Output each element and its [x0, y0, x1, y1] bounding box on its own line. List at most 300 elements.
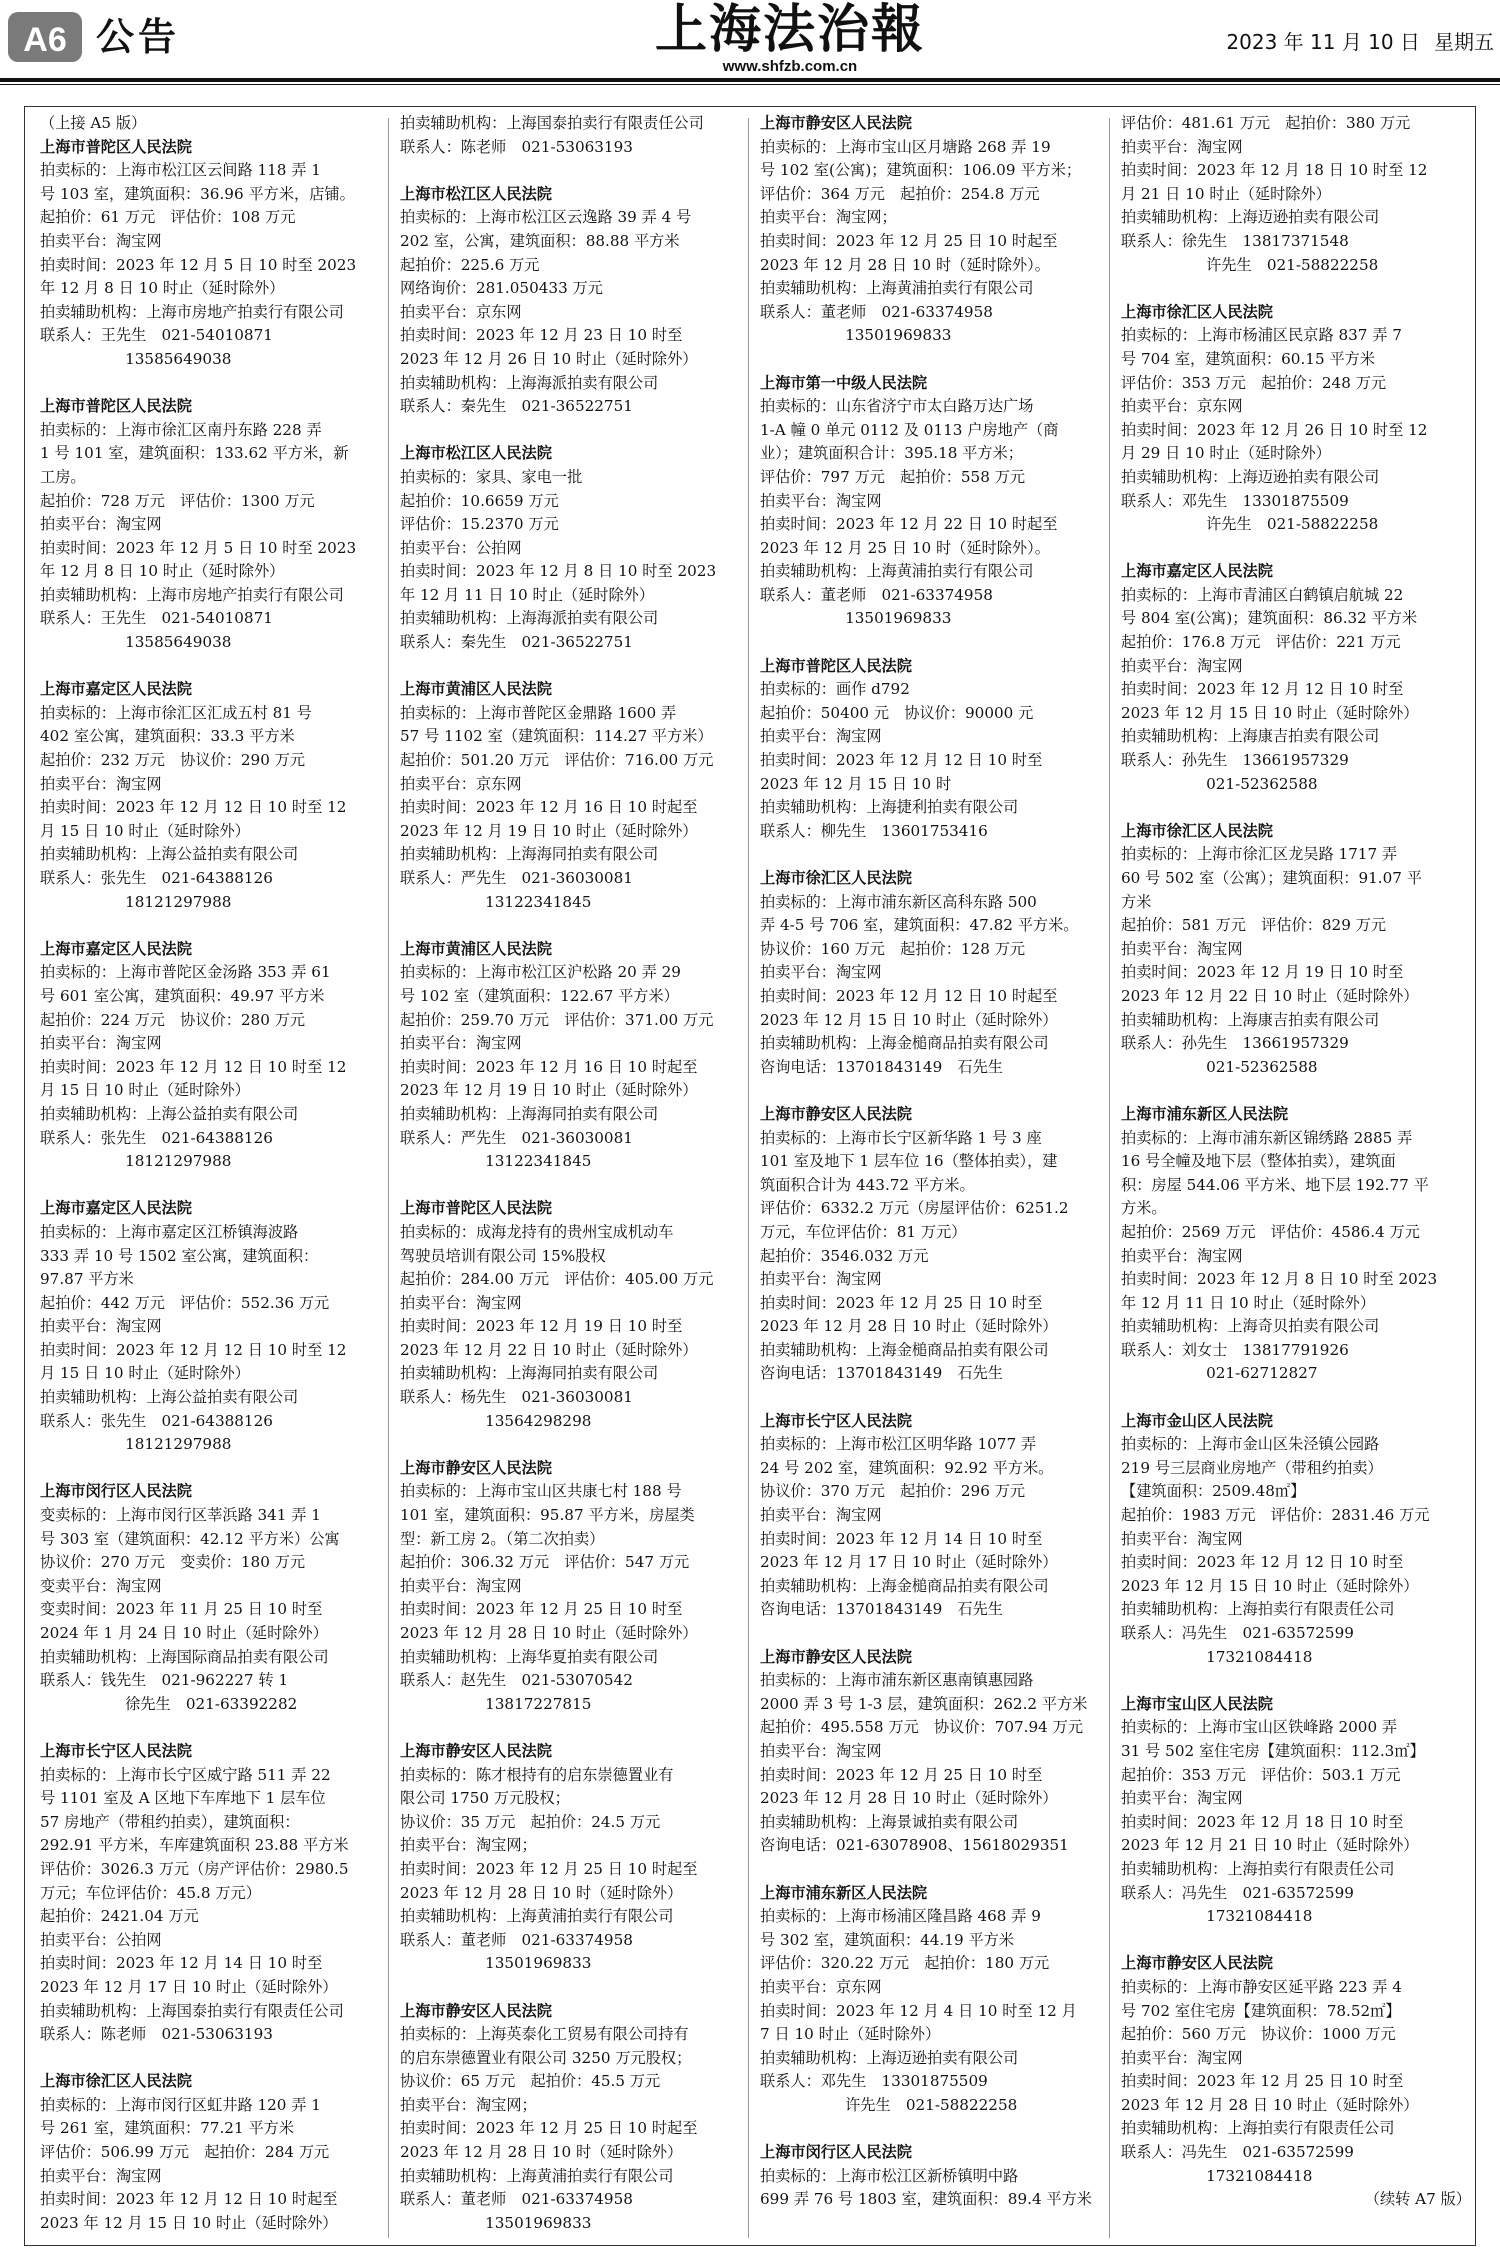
notice-line: 起拍价：284.00 万元 评估价：405.00 万元: [400, 1270, 714, 1289]
spacer: [1121, 1079, 1471, 1103]
notice-line: 联系人：孙先生 13661957329: [1121, 751, 1349, 770]
notice-line: 拍卖平台：淘宝网: [1121, 939, 1243, 958]
court-name: 上海市静安区人民法院: [1121, 1954, 1273, 1973]
notice-line: 219 号三层商业房地产（带租约拍卖）: [1121, 1458, 1383, 1477]
notice-line: 拍卖时间：2023 年 12 月 18 日 10 时至 12: [1121, 161, 1428, 180]
notice-line: 拍卖辅助机构：上海黄浦拍卖行有限公司: [400, 2166, 674, 2185]
notice-line: 起拍价：10.6659 万元: [400, 491, 559, 510]
notice-line: 联系人：严先生 021-36030081: [400, 869, 633, 887]
notice-line: 2024 年 1 月 24 日 10 时止（延时除外）: [40, 1624, 328, 1642]
notice-line: 拍卖平台：京东网: [1121, 397, 1243, 416]
notice-line: 拍卖时间：2023 年 12 月 25 日 10 时至: [760, 1293, 1043, 1312]
notice-line: 拍卖平台：淘宝网: [400, 1293, 522, 1312]
notice-line: 拍卖平台：淘宝网: [1121, 656, 1243, 675]
notice-line: 拍卖辅助机构：上海海派拍卖有限公司: [400, 609, 659, 628]
notice-line: 拍卖平台：淘宝网: [400, 1034, 522, 1053]
notice-line: 联系人：邓先生 13301875509: [760, 2072, 988, 2091]
notice-line: 起拍价：581 万元 评估价：829 万元: [1121, 916, 1387, 935]
notice-line: 起拍价：1983 万元 评估价：2831.46 万元: [1121, 1506, 1430, 1525]
notice-line: 拍卖时间：2023 年 12 月 12 日 10 时至 12: [40, 798, 347, 817]
notice-line: 292.91 平方米，车库建筑面积 23.88 平方米: [40, 1836, 349, 1855]
dateline: [1212, 26, 1494, 55]
court-name: 上海市静安区人民法院: [760, 1647, 912, 1666]
notice-line: 协议价：160 万元 起拍价：128 万元: [760, 939, 1026, 958]
notice-line: 17321084418: [1206, 1907, 1313, 1926]
notice-line: 拍卖辅助机构：上海黄浦拍卖行有限公司: [400, 1907, 674, 1926]
notice-column-1: [40, 112, 390, 2235]
court-name: 上海市徐汇区人民法院: [760, 869, 912, 887]
notice-line: 13501969833: [485, 2213, 592, 2232]
notice-line: 拍卖辅助机构：上海市房地产拍卖行有限公司: [40, 302, 344, 321]
notice-line: 2023 年 12 月 22 日 10 时止（延时除外）: [400, 1340, 698, 1359]
notice-line: 评估价：320.22 万元 起拍价：180 万元: [760, 1954, 1050, 1973]
court-name: 上海市宝山区人民法院: [1121, 1694, 1273, 1713]
notice-line: 联系人：张先生 021-64388126: [40, 869, 273, 887]
notice-line: 拍卖平台：淘宝网: [40, 774, 162, 793]
notice-line: 拍卖时间：2023 年 12 月 25 日 10 时至: [400, 1600, 683, 1619]
notice-line: 101 室及地下 1 层车位 16（整体拍卖），建: [760, 1152, 1058, 1171]
spacer: [400, 419, 750, 443]
spacer: [40, 1457, 390, 1481]
notice-line: 拍卖时间：2023 年 12 月 22 日 10 时起至: [760, 515, 1058, 534]
notice-line: 2023 年 12 月 25 日 10 时（延时除外）。: [760, 538, 1050, 557]
notice-line: 工房。: [40, 467, 86, 486]
notice-line: 拍卖标的：上海市长宁区新华路 1 号 3 座: [760, 1128, 1042, 1147]
court-name: 上海市嘉定区人民法院: [40, 680, 192, 699]
notice-line: 拍卖时间：2023 年 12 月 25 日 10 时起至: [400, 1859, 698, 1878]
notice-line: 拍卖标的：成海龙持有的贵州宝成机动车: [400, 1222, 674, 1241]
spacer: [40, 914, 390, 938]
notice-line: 评估价：3026.3 万元（房产评估价：2980.5: [40, 1859, 349, 1878]
notice-line: 拍卖时间：2023 年 12 月 12 日 10 时起至: [760, 986, 1058, 1005]
notice-line: 拍卖时间：2023 年 12 月 19 日 10 时至: [400, 1317, 683, 1336]
newspaper-title: 上海法治報: [654, 0, 925, 60]
notice-line: 起拍价：353 万元 评估价：503.1 万元: [1121, 1765, 1401, 1784]
notice-line: 2023 年 12 月 17 日 10 时止（延时除外）: [40, 1977, 338, 1996]
notice-line: 2023 年 12 月 28 日 10 时止（延时除外）: [400, 1624, 698, 1642]
notice-line: 联系人：王先生 021-54010871: [40, 609, 273, 628]
notice-line: 拍卖辅助机构：上海海同拍卖有限公司: [400, 1104, 659, 1123]
notice-line: 咨询电话：13701843149 石先生: [760, 1057, 1003, 1076]
issue-date: 2023 年 11 月 10 日: [1226, 30, 1420, 54]
notice-line: 拍卖时间：2023 年 12 月 19 日 10 时至: [1121, 963, 1404, 982]
notice-line: 拍卖平台：淘宝网: [40, 231, 162, 250]
notice-line: 拍卖时间：2023 年 12 月 12 日 10 时至 12: [40, 1340, 347, 1359]
court-name: 上海市普陀区人民法院: [40, 137, 192, 156]
notice-line: 拍卖辅助机构：上海迈逊拍卖有限公司: [1121, 208, 1380, 227]
spacer: [400, 1716, 750, 1740]
court-name: 上海市嘉定区人民法院: [40, 939, 192, 958]
court-name: 上海市静安区人民法院: [760, 1104, 912, 1123]
notice-line: 拍卖标的：上海市普陀区金汤路 353 弄 61: [40, 963, 331, 982]
spacer: [400, 1976, 750, 2000]
notice-line: 13817227815: [485, 1694, 592, 1713]
notice-line: 年 12 月 11 日 10 时止（延时除外）: [400, 585, 655, 604]
court-name: 上海市浦东新区人民法院: [760, 1883, 928, 1902]
notice-line: 7 日 10 时止（延时除外）: [760, 2025, 941, 2044]
spacer: [40, 2047, 390, 2071]
notice-line: 17321084418: [1206, 2166, 1313, 2185]
notice-line: 月 15 日 10 时止（延时除外）: [40, 1364, 250, 1383]
notice-line: 60 号 502 室（公寓）；建筑面积：91.07 平: [1121, 869, 1422, 887]
notice-line: 拍卖辅助机构：上海公益拍卖有限公司: [40, 845, 299, 864]
notice-line: 2023 年 12 月 15 日 10 时止（延时除外）: [1121, 703, 1419, 722]
notice-line: 号 261 室，建筑面积：77.21 平方米: [40, 2119, 295, 2138]
spacer: [1121, 277, 1471, 301]
court-name: 上海市徐汇区人民法院: [1121, 821, 1273, 840]
court-name: 上海市徐汇区人民法院: [40, 2072, 192, 2091]
notice-line: 17321084418: [1206, 1647, 1313, 1666]
notice-line: （续转 A7 版）: [1364, 2190, 1471, 2209]
notice-line: 联系人：秦先生 021-36522751: [400, 633, 633, 652]
notice-line: 联系人：陈老师 021-53063193: [40, 2025, 273, 2044]
notice-line: 拍卖时间：2023 年 12 月 26 日 10 时至 12: [1121, 420, 1428, 439]
notice-line: 拍卖标的：陈才根持有的启东崇德置业有: [400, 1765, 674, 1784]
notice-line: 起拍价：306.32 万元 评估价：547 万元: [400, 1553, 690, 1572]
spacer: [400, 159, 750, 183]
notice-line: 拍卖时间：2023 年 12 月 5 日 10 时至 2023: [40, 538, 357, 557]
notice-line: 联系人：张先生 021-64388126: [40, 1411, 273, 1430]
notice-line: 联系人：严先生 021-36030081: [400, 1128, 633, 1147]
notice-line: 拍卖标的：上海市普陀区金鼎路 1600 弄: [400, 703, 677, 722]
notice-line: 起拍价：2421.04 万元: [40, 1907, 199, 1926]
spacer: [400, 655, 750, 679]
notice-line: 拍卖辅助机构：上海捷利拍卖有限公司: [760, 798, 1019, 817]
notice-line: 拍卖辅助机构：上海金槌商品拍卖有限公司: [760, 1340, 1049, 1359]
notice-line: 驾驶员培训有限公司 15%股权: [400, 1246, 606, 1265]
notice-line: 拍卖辅助机构：上海拍卖行有限责任公司: [1121, 1600, 1395, 1619]
spacer: [760, 1079, 1110, 1103]
notice-line: 拍卖标的：上海市松江区明华路 1077 弄: [760, 1435, 1037, 1454]
notice-line: 评估价：15.2370 万元: [400, 515, 559, 534]
notice-line: 021-62712827: [1206, 1364, 1318, 1383]
notice-line: 13122341845: [485, 1152, 592, 1171]
notice-line: 起拍价：259.70 万元 评估价：371.00 万元: [400, 1010, 714, 1029]
notice-line: 2023 年 12 月 28 日 10 时止（延时除外）: [760, 1789, 1058, 1808]
notice-line: 万元；车位评估价：45.8 万元）: [40, 1883, 261, 1902]
notice-line: 拍卖标的：上海市松江区沪松路 20 弄 29: [400, 963, 681, 982]
notice-line: 拍卖平台：淘宝网；: [760, 208, 897, 227]
notice-line: 联系人：冯先生 021-63572599: [1121, 1883, 1354, 1902]
notice-line: 拍卖标的：上海市杨浦区隆昌路 468 弄 9: [760, 1907, 1041, 1926]
notice-line: 月 15 日 10 时止（延时除外）: [40, 1081, 250, 1100]
notice-line: 方米。: [1121, 1199, 1167, 1218]
notice-line: 拍卖辅助机构：上海奇贝拍卖有限公司: [1121, 1317, 1380, 1336]
notice-line: 拍卖标的：上海市宝山区铁峰路 2000 弄: [1121, 1718, 1398, 1737]
court-name: 上海市黄浦区人民法院: [400, 680, 552, 699]
notice-line: 拍卖平台：京东网: [400, 302, 522, 321]
notice-line: 13122341845: [485, 892, 592, 911]
notice-line: 起拍价：232 万元 协议价：290 万元: [40, 751, 306, 770]
notice-column-2: [400, 112, 750, 2235]
notice-line: 联系人：徐先生 13817371548: [1121, 231, 1349, 250]
notice-line: 联系人：孙先生 13661957329: [1121, 1034, 1349, 1053]
notice-line: 起拍价：728 万元 评估价：1300 万元: [40, 491, 315, 510]
section-label: 公告: [96, 15, 181, 59]
court-name: 上海市普陀区人民法院: [760, 656, 912, 675]
notice-line: 【建筑面积：2509.48㎡】: [1121, 1482, 1306, 1501]
notice-line: 拍卖辅助机构：上海海同拍卖有限公司: [400, 1364, 659, 1383]
notice-line: 年 12 月 11 日 10 时止（延时除外）: [1121, 1293, 1376, 1312]
notice-line: 协议价：65 万元 起拍价：45.5 万元: [400, 2072, 661, 2091]
notice-line: 拍卖平台：淘宝网: [1121, 1529, 1243, 1548]
notice-line: 年 12 月 8 日 10 时止（延时除外）: [40, 279, 285, 298]
notice-line: 拍卖辅助机构：上海华夏拍卖有限公司: [400, 1647, 659, 1666]
notice-line: 拍卖平台：淘宝网: [40, 1317, 162, 1336]
notice-line: 拍卖辅助机构：上海海同拍卖有限公司: [400, 845, 659, 864]
notice-line: 2023 年 12 月 19 日 10 时止（延时除外）: [400, 1081, 698, 1100]
court-name: 上海市长宁区人民法院: [40, 1741, 192, 1760]
notice-line: 评估价：364 万元 起拍价：254.8 万元: [760, 184, 1040, 203]
court-name: 上海市静安区人民法院: [760, 114, 912, 132]
notice-line: 13501969833: [485, 1954, 592, 1973]
notice-line: 变卖标的：上海市闵行区莘浜路 341 弄 1: [40, 1506, 321, 1525]
notice-line: 评估价：481.61 万元 起拍价：380 万元: [1121, 114, 1411, 132]
notice-line: 号 102 室(公寓)；建筑面积：106.09 平方米；: [760, 161, 1082, 180]
notice-line: 联系人：刘女士 13817791926: [1121, 1340, 1349, 1359]
notice-line: 联系人：杨先生 021-36030081: [400, 1388, 633, 1407]
notice-line: 评估价：797 万元 起拍价：558 万元: [760, 467, 1026, 486]
notice-line: 1-A 幢 0 单元 0112 及 0113 户房地产（商: [760, 420, 1059, 439]
court-name: 上海市静安区人民法院: [400, 1458, 552, 1477]
spacer: [400, 1174, 750, 1198]
spacer: [40, 1174, 390, 1198]
notice-line: 月 15 日 10 时止（延时除外）: [40, 821, 250, 840]
notice-line: 拍卖辅助机构：上海国泰拍卖行有限责任公司: [400, 114, 704, 132]
notice-line: 拍卖时间：2023 年 12 月 25 日 10 时起至: [400, 2119, 698, 2138]
notice-line: 起拍价：3546.032 万元: [760, 1246, 929, 1265]
notice-line: （上接 A5 版）: [40, 114, 147, 132]
notice-line: 57 房地产（带租约拍卖），建筑面积：: [40, 1812, 300, 1831]
notice-line: 13564298298: [485, 1411, 592, 1430]
masthead: [580, 0, 1000, 75]
notice-line: 网络询价：281.050433 万元: [400, 279, 603, 298]
notice-line: 联系人：柳先生 13601753416: [760, 821, 988, 840]
notice-line: 拍卖标的：上海市嘉定区江桥镇海波路: [40, 1222, 299, 1241]
notice-line: 联系人：钱先生 021-962227 转 1: [40, 1671, 289, 1690]
notice-line: 联系人：赵先生 021-53070542: [400, 1671, 633, 1690]
notice-line: 拍卖时间：2023 年 12 月 12 日 10 时至: [1121, 680, 1404, 699]
notice-line: 拍卖标的：山东省济宁市太白路万达广场: [760, 397, 1034, 416]
notice-line: 拍卖时间：2023 年 12 月 8 日 10 时至 2023: [400, 562, 717, 581]
notice-line: 月 21 日 10 时止（延时除外）: [1121, 184, 1331, 203]
notice-line: 拍卖标的：上海市青浦区白鹤镇启航城 22: [1121, 585, 1404, 604]
notice-line: 拍卖时间：2023 年 12 月 16 日 10 时起至: [400, 798, 698, 817]
notice-line: 拍卖标的：上海市松江区新桥镇明中路: [760, 2166, 1019, 2185]
notice-line: 拍卖时间：2023 年 12 月 5 日 10 时至 2023: [40, 255, 357, 274]
notice-line: 2023 年 12 月 15 日 10 时止（延时除外）: [760, 1010, 1058, 1029]
notice-line: 许先生 021-58822258: [1206, 255, 1379, 274]
notice-line: 18121297988: [125, 1435, 232, 1454]
notice-line: 拍卖平台：淘宝网: [40, 515, 162, 534]
notice-line: 拍卖标的：上海市浦东新区惠南镇惠园路: [760, 1671, 1034, 1690]
notice-line: 拍卖时间：2023 年 12 月 12 日 10 时起至: [40, 2190, 338, 2209]
notice-line: 拍卖标的：上海市静安区延平路 223 弄 4: [1121, 1977, 1402, 1996]
notice-line: 拍卖辅助机构：上海公益拍卖有限公司: [40, 1388, 299, 1407]
notice-line: 起拍价：176.8 万元 评估价：221 万元: [1121, 633, 1401, 652]
notice-line: 积：房屋 544.06 平方米、地下层 192.77 平: [1121, 1175, 1429, 1194]
spacer: [400, 1433, 750, 1457]
page-badge-icon: [6, 8, 84, 66]
notice-line: 拍卖辅助机构：上海景诚拍卖有限公司: [760, 1812, 1019, 1831]
notice-line: 评估价：506.99 万元 起拍价：284 万元: [40, 2143, 330, 2162]
notice-line: 2023 年 12 月 19 日 10 时止（延时除外）: [400, 821, 698, 840]
notice-line: 13585649038: [125, 633, 232, 652]
notice-line: 拍卖时间：2023 年 12 月 12 日 10 时至 12: [40, 1057, 347, 1076]
spacer: [1121, 537, 1471, 561]
notice-line: 333 弄 10 号 1502 室公寓，建筑面积：: [40, 1246, 319, 1265]
notice-line: 型：新工房 2。（第二次拍卖）: [400, 1529, 605, 1548]
notice-line: 拍卖标的：上海市金山区朱泾镇公园路: [1121, 1435, 1380, 1454]
notice-line: 起拍价：495.558 万元 协议价：707.94 万元: [760, 1718, 1084, 1737]
spacer: [760, 631, 1110, 655]
notice-line: 拍卖平台：淘宝网: [760, 963, 882, 982]
notice-line: 拍卖时间：2023 年 12 月 23 日 10 时至: [400, 326, 683, 345]
notice-line: 拍卖标的：上海市杨浦区民京路 837 弄 7: [1121, 326, 1402, 345]
court-name: 上海市静安区人民法院: [400, 2001, 552, 2020]
notice-line: 拍卖标的：上海市徐汇区南丹东路 228 弄: [40, 420, 322, 439]
notice-line: 拍卖辅助机构：上海国际商品拍卖有限公司: [40, 1647, 329, 1666]
spacer: [760, 348, 1110, 372]
notice-line: 拍卖平台：淘宝网；: [400, 2095, 537, 2114]
page-header: [0, 0, 1500, 94]
notice-column-4: [1121, 112, 1471, 2212]
notice-line: 拍卖标的：上海市松江区云逸路 39 弄 4 号: [400, 208, 692, 227]
notice-line: 2023 年 12 月 15 日 10 时止（延时除外）: [1121, 1576, 1419, 1595]
notice-line: 联系人：董老师 021-63374958: [400, 2190, 633, 2209]
notice-line: 18121297988: [125, 892, 232, 911]
notice-line: 协议价：35 万元 起拍价：24.5 万元: [400, 1812, 661, 1831]
notice-line: 拍卖辅助机构：上海市房地产拍卖行有限公司: [40, 585, 344, 604]
notice-line: 号 103 室，建筑面积：36.96 平方米，店铺。: [40, 184, 355, 203]
notice-line: 拍卖平台：淘宝网: [1121, 1246, 1243, 1265]
court-name: 上海市闵行区人民法院: [40, 1482, 192, 1501]
notice-line: 弄 4-5 号 706 室，建筑面积：47.82 平方米。: [760, 916, 1079, 935]
notice-line: 号 302 室，建筑面积：44.19 平方米: [760, 1930, 1015, 1949]
header-rule-thin: [0, 84, 1500, 85]
notice-line: 许先生 021-58822258: [845, 2095, 1018, 2114]
notice-line: 联系人：邓先生 13301875509: [1121, 491, 1349, 510]
notice-line: 联系人：陈老师 021-53063193: [400, 137, 633, 156]
notice-line: 拍卖平台：淘宝网: [400, 1576, 522, 1595]
notice-line: 号 102 室（建筑面积：122.67 平方米）: [400, 986, 679, 1005]
spacer: [760, 2117, 1110, 2141]
notice-line: 许先生 021-58822258: [1206, 515, 1379, 534]
notice-line: 限公司 1750 万元股权；: [400, 1789, 570, 1808]
newspaper-url[interactable]: www.shfzb.com.cn: [722, 58, 858, 75]
notice-line: 021-52362588: [1206, 1057, 1318, 1076]
notice-line: 拍卖标的：上海市宝山区共康七村 188 号: [400, 1482, 682, 1501]
header-rule: [0, 78, 1500, 82]
notice-line: 拍卖平台：淘宝网: [40, 2166, 162, 2185]
notice-line: 联系人：王先生 021-54010871: [40, 326, 273, 345]
notice-line: 拍卖辅助机构：上海金槌商品拍卖有限公司: [760, 1034, 1049, 1053]
notice-line: 拍卖平台：京东网: [760, 1977, 882, 1996]
spacer: [1121, 1929, 1471, 1953]
notice-line: 拍卖时间：2023 年 12 月 12 日 10 时至: [760, 751, 1043, 770]
notice-line: 拍卖辅助机构：上海公益拍卖有限公司: [40, 1104, 299, 1123]
notice-line: 徐先生 021-63392282: [125, 1694, 298, 1713]
notice-line: 97.87 平方米: [40, 1270, 134, 1289]
notice-line: 2023 年 12 月 28 日 10 时止（延时除外）: [1121, 2095, 1419, 2114]
spacer: [40, 655, 390, 679]
notice-line: 拍卖辅助机构：上海金槌商品拍卖有限公司: [760, 1576, 1049, 1595]
notice-line: 评估价：6332.2 万元（房屋评估价：6251.2: [760, 1199, 1069, 1218]
notice-line: 号 704 室，建筑面积：60.15 平方米: [1121, 349, 1376, 368]
notice-line: 拍卖标的：家具、家电一批: [400, 467, 583, 486]
notice-line: 拍卖标的：上海市浦东新区锦绣路 2885 弄: [1121, 1128, 1413, 1147]
notice-line: 月 29 日 10 时止（延时除外）: [1121, 444, 1331, 463]
notice-line: 31 号 502 室住宅房【建筑面积：112.3㎡】: [1121, 1741, 1425, 1760]
notice-line: 拍卖时间：2023 年 12 月 14 日 10 时至: [40, 1954, 323, 1973]
court-name: 上海市静安区人民法院: [400, 1741, 552, 1760]
notice-line: 拍卖时间：2023 年 12 月 25 日 10 时至: [1121, 2072, 1404, 2091]
court-name: 上海市长宁区人民法院: [760, 1411, 912, 1430]
notice-line: 13501969833: [845, 326, 952, 345]
court-name: 上海市黄浦区人民法院: [400, 939, 552, 958]
notice-line: 起拍价：225.6 万元: [400, 255, 540, 274]
notice-line: 号 601 室公寓，建筑面积：49.97 平方米: [40, 986, 325, 1005]
notice-line: 变卖时间：2023 年 11 月 25 日 10 时至: [40, 1600, 323, 1619]
notice-line: 号 804 室(公寓)；建筑面积：86.32 平方米: [1121, 609, 1418, 628]
notice-line: 号 303 室（建筑面积：42.12 平方米）公寓: [40, 1529, 340, 1548]
court-name: 上海市嘉定区人民法院: [1121, 562, 1273, 581]
notice-line: 24 号 202 室，建筑面积：92.92 平方米。: [760, 1458, 1054, 1477]
notice-line: 拍卖平台：淘宝网；: [400, 1836, 537, 1855]
notice-line: 2023 年 12 月 28 日 10 时（延时除外）: [400, 2143, 683, 2162]
notice-line: 方米: [1121, 892, 1152, 911]
notice-line: 2023 年 12 月 28 日 10 时（延时除外）: [400, 1883, 683, 1902]
notice-line: 拍卖时间：2023 年 12 月 8 日 10 时至 2023: [1121, 1270, 1438, 1289]
notice-line: 联系人：董老师 021-63374958: [760, 302, 993, 321]
notice-line: 拍卖平台：淘宝网: [1121, 2048, 1243, 2067]
notice-line: 的启东崇德置业有限公司 3250 万元股权；: [400, 2048, 692, 2067]
notice-line: 拍卖时间：2023 年 12 月 12 日 10 时至: [1121, 1553, 1404, 1572]
notice-line: 2023 年 12 月 15 日 10 时: [760, 774, 952, 793]
notice-line: 1 号 101 室，建筑面积：133.62 平方米，新: [40, 444, 349, 463]
notice-line: 拍卖辅助机构：上海国泰拍卖行有限责任公司: [40, 2001, 344, 2020]
notice-line: 2000 弄 3 号 1-3 层，建筑面积：262.2 平方米: [760, 1694, 1088, 1713]
notice-line: 拍卖辅助机构：上海迈逊拍卖有限公司: [760, 2048, 1019, 2067]
notice-line: 拍卖平台：淘宝网: [1121, 1789, 1243, 1808]
notice-line: 拍卖辅助机构：上海黄浦拍卖行有限公司: [760, 279, 1034, 298]
court-name: 上海市金山区人民法院: [1121, 1411, 1273, 1430]
notice-line: 拍卖时间：2023 年 12 月 25 日 10 时起至: [760, 231, 1058, 250]
spacer: [1121, 1386, 1471, 1410]
notice-line: 021-52362588: [1206, 774, 1318, 793]
notice-line: 拍卖时间：2023 年 12 月 14 日 10 时至: [760, 1529, 1043, 1548]
notice-line: 起拍价：560 万元 协议价：1000 万元: [1121, 2025, 1396, 2044]
notice-line: 联系人：冯先生 021-63572599: [1121, 1624, 1354, 1642]
notice-line: 拍卖标的：上海市徐汇区汇成五村 81 号: [40, 703, 312, 722]
notice-line: 变卖平台：淘宝网: [40, 1576, 162, 1595]
notice-line: 咨询电话：13701843149 石先生: [760, 1364, 1003, 1383]
notice-line: 起拍价：442 万元 评估价：552.36 万元: [40, 1293, 330, 1312]
notice-line: 协议价：370 万元 起拍价：296 万元: [760, 1482, 1026, 1501]
page-number: A6: [23, 21, 67, 59]
notice-line: 咨询电话：13701843149 石先生: [760, 1600, 1003, 1619]
notice-line: 57 号 1102 室（建筑面积：114.27 平方米）: [400, 727, 713, 746]
spacer: [1121, 1669, 1471, 1693]
spacer: [1121, 796, 1471, 820]
spacer: [760, 1622, 1110, 1646]
notice-line: 拍卖平台：淘宝网: [760, 491, 882, 510]
court-name: 上海市嘉定区人民法院: [40, 1199, 192, 1218]
spacer: [400, 914, 750, 938]
notice-line: 拍卖时间：2023 年 12 月 18 日 10 时至: [1121, 1812, 1404, 1831]
notice-line: 业）；建筑面积合计：395.18 平方米；: [760, 444, 1023, 463]
court-name: 上海市松江区人民法院: [400, 444, 552, 463]
